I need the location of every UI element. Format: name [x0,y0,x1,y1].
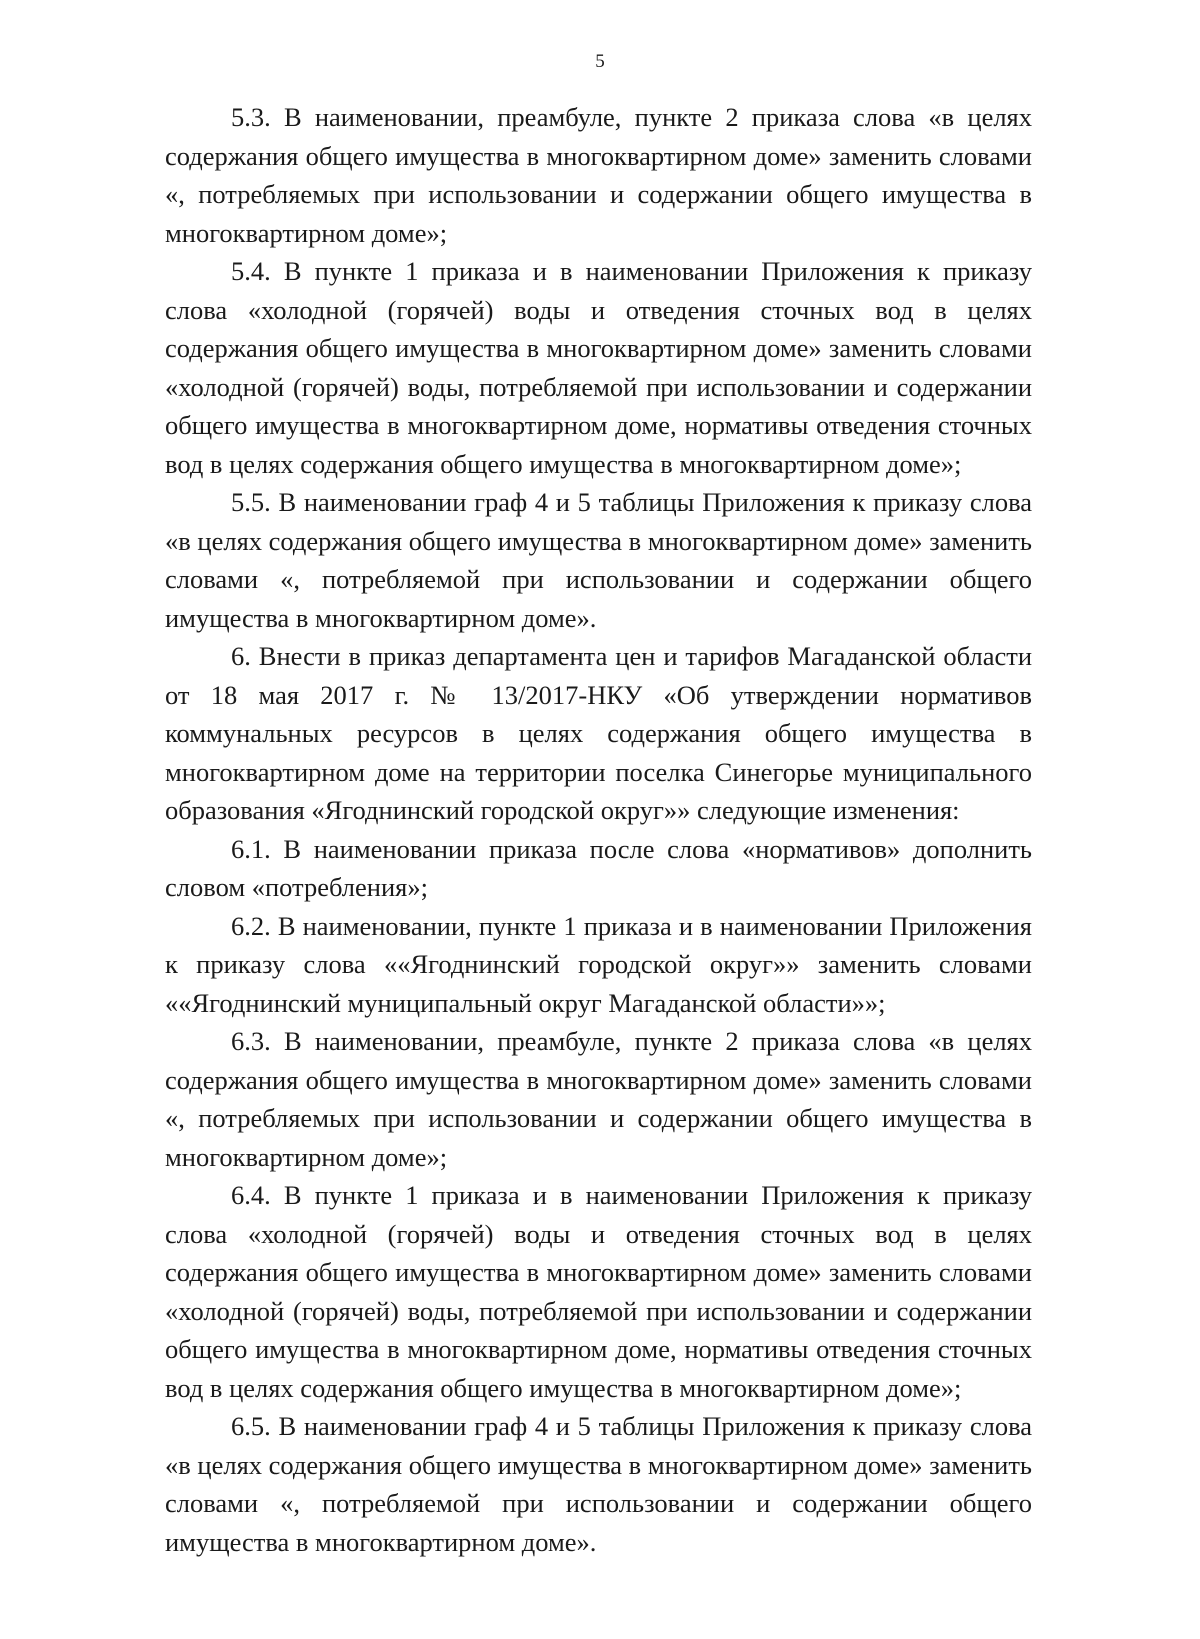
paragraph-5-5: 5.5. В наименовании граф 4 и 5 таблицы Приложения к приказу слова «в целях содержания общего имущества в многоквартирном доме» заменить словами «, потребляемой при использовании и содержании общего имущества в многоквартирном доме». [165,487,1032,633]
paragraph-6-5: 6.5. В наименовании граф 4 и 5 таблицы Приложения к приказу слова «в целях содержания общего имущества в многоквартирном доме» заменить словами «, потребляемой при использовании и содержании общего имущества в многоквартирном доме». [165,1411,1032,1557]
paragraph-6-3: 6.3. В наименовании, преамбуле, пункте 2 приказа слова «в целях содержания общего имущества в многоквартирном доме» заменить словами «, потребляемых при использовании и содержании общего имущества в многоквартирном доме»; [165,1026,1032,1172]
paragraph-6: 6. Внести в приказ департамента цен и тарифов Магаданской области от 18 мая 2017 г. № 13/2017-НКУ «Об утверждении нормативов коммунальных ресурсов в целях содержания общего имущества в многоквартирном доме на территории поселка Синегорье муниципального образования «Ягоднинский городской округ»» следующие изменения: [165,641,1032,825]
paragraph-5-4: 5.4. В пункте 1 приказа и в наименовании Приложения к приказу слова «холодной (горячей) воды и отведения сточных вод в целях содержания общего имущества в многоквартирном доме» заменить словами «холодной (горячей) воды, потребляемой при использовании и содержании общего имущества в многоквартирном доме, нормативы отведения сточных вод в целях содержания общего имущества в многоквартирном доме»; [165,256,1032,479]
paragraph-6-4: 6.4. В пункте 1 приказа и в наименовании Приложения к приказу слова «холодной (горячей) воды и отведения сточных вод в целях содержания общего имущества в многоквартирном доме» заменить словами «холодной (горячей) воды, потребляемой при использовании и содержании общего имущества в многоквартирном доме, нормативы отведения сточных вод в целях содержания общего имущества в многоквартирном доме»; [165,1180,1032,1403]
paragraph-5-3: 5.3. В наименовании, преамбуле, пункте 2 приказа слова «в целях содержания общего имущества в многоквартирном доме» заменить словами «, потребляемых при использовании и содержании общего имущества в многоквартирном доме»; [165,102,1032,248]
paragraph-6-1: 6.1. В наименовании приказа после слова «нормативов» дополнить словом «потребления»; [165,833,1032,902]
page-number: 5 [595,51,605,72]
paragraph-6-2: 6.2. В наименовании, пункте 1 приказа и в наименовании Приложения к приказу слова ««Ягоднинский городской округ»» заменить словами ««Ягоднинский муниципальный округ Магаданской области»»; [165,910,1032,1018]
document-body [165,98,1032,1561]
